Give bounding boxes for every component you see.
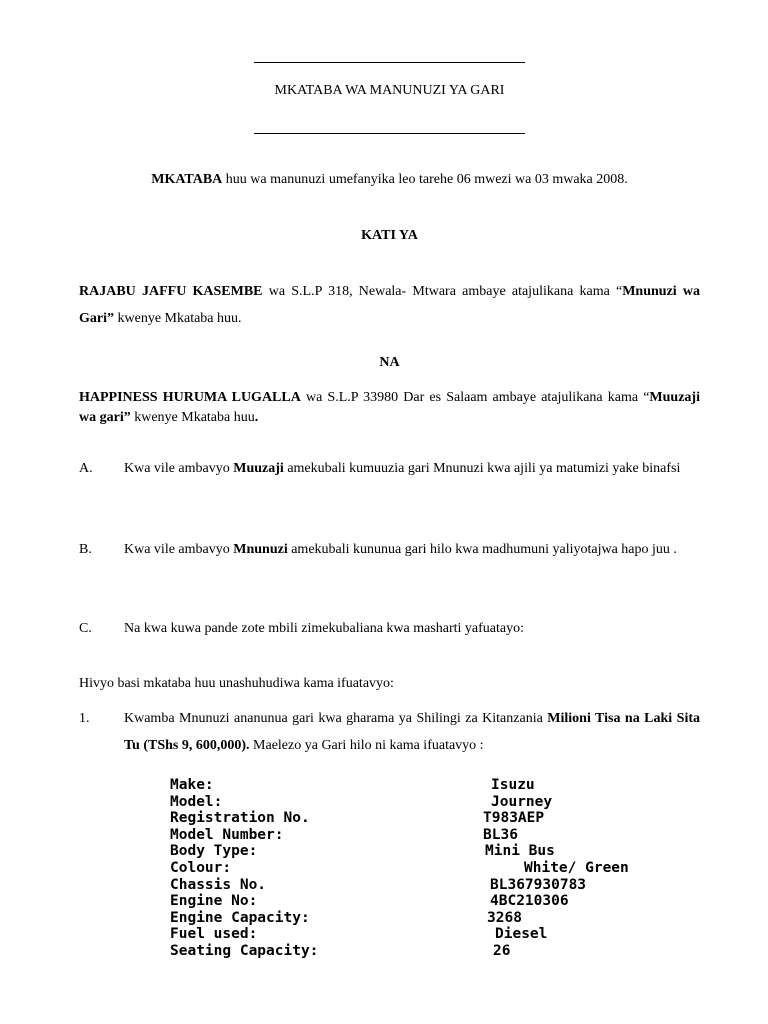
spec-value: BL36 xyxy=(483,826,518,843)
seller-name: HAPPINESS HURUMA LUGALLA xyxy=(79,390,301,405)
spec-label: Registration No. xyxy=(170,810,310,827)
recital-b-bold: Mnunuzi xyxy=(233,542,288,557)
and-heading: NA xyxy=(379,355,400,370)
buyer-mid: wa S.L.P 318, Newala- Mtwara ambaye atajulikana kama “ xyxy=(262,284,623,299)
recital-b-letter: B. xyxy=(79,542,92,557)
intro-rest: huu wa manunuzi umefanyika leo tarehe 06 mwezi wa 03 mwaka 2008. xyxy=(222,172,628,187)
witness-line: Hivyo basi mkataba huu unashuhudiwa kama ifuatavyo: xyxy=(79,676,394,691)
recital-a-pre: Kwa vile ambavyo xyxy=(124,461,234,476)
recital-a-text xyxy=(124,455,700,482)
spec-label: Fuel used: xyxy=(170,926,258,943)
spec-value: White/ Green xyxy=(524,859,629,876)
spec-label: Model: xyxy=(170,793,223,810)
spec-value: 26 xyxy=(493,942,511,959)
spec-value: Mini Bus xyxy=(485,843,555,860)
clause-1-text xyxy=(124,705,700,759)
recital-a-bold: Muuzaji xyxy=(233,461,284,476)
spec-label: Chassis No. xyxy=(170,876,267,893)
clause-1-price: Milioni Tisa na Laki Sita Tu (TShs 9, 600,000). xyxy=(124,711,701,753)
spec-label: Seating Capacity: xyxy=(170,942,319,959)
recital-c-letter: C. xyxy=(79,621,92,636)
seller-paragraph xyxy=(79,388,700,428)
spec-value: Diesel xyxy=(495,926,548,943)
recital-a-letter: A. xyxy=(79,461,93,476)
title-top-rule xyxy=(254,62,525,63)
seller-role: Muuzaji wa gari” xyxy=(79,390,700,425)
spec-value: Journey xyxy=(491,793,553,810)
spec-value: 4BC210306 xyxy=(490,893,569,910)
clause-1-pre: Kwamba Mnunuzi ananunua gari kwa gharama ya Shilingi za Kitanzania xyxy=(124,711,548,726)
spec-label: Colour: xyxy=(170,859,232,876)
buyer-paragraph xyxy=(79,278,700,332)
seller-mid: wa S.L.P 33980 Dar es Salaam ambaye atajulikana kama “ xyxy=(300,390,650,405)
intro-paragraph xyxy=(79,172,700,188)
recital-b-pre: Kwa vile ambavyo xyxy=(124,542,234,557)
spec-value: Isuzu xyxy=(491,777,535,793)
between-heading: KATI YA xyxy=(361,228,418,243)
recital-b-text xyxy=(124,536,700,563)
recital-c-text: Na kwa kuwa pande zote mbili zimekubaliana kwa masharti yafuatayo: xyxy=(124,621,525,636)
spec-label: Engine Capacity: xyxy=(170,909,310,926)
spec-value: 3268 xyxy=(487,909,522,926)
spec-label: Make: xyxy=(170,777,214,793)
buyer-end: kwenye Mkataba huu. xyxy=(114,311,242,326)
intro-lead: MKATABA xyxy=(151,172,223,187)
spec-value: T983AEP xyxy=(483,810,545,827)
buyer-role: Mnunuzi wa Gari” xyxy=(79,284,700,326)
seller-end: kwenye Mkataba huu xyxy=(130,410,255,425)
spec-label: Model Number: xyxy=(170,826,284,843)
clause-1-number: 1. xyxy=(79,711,90,726)
recital-a-post: amekubali kumuuzia gari Mnunuzi kwa ajili ya matumizi yake binafsi xyxy=(283,461,681,476)
document-title: MKATABA WA MANUNUZI YA GARI xyxy=(274,83,505,98)
seller-period: . xyxy=(254,410,259,425)
title-bottom-rule xyxy=(254,133,525,134)
recital-b-post: amekubali kununua gari hilo kwa madhumuni yaliyotajwa hapo juu . xyxy=(287,542,677,557)
spec-label: Body Type: xyxy=(170,843,258,860)
clause-1-post: Maelezo ya Gari hilo ni kama ifuatavyo : xyxy=(249,738,484,753)
spec-value: BL367930783 xyxy=(490,876,587,893)
spec-label: Engine No: xyxy=(170,893,258,910)
buyer-name: RAJABU JAFFU KASEMBE xyxy=(79,284,263,299)
